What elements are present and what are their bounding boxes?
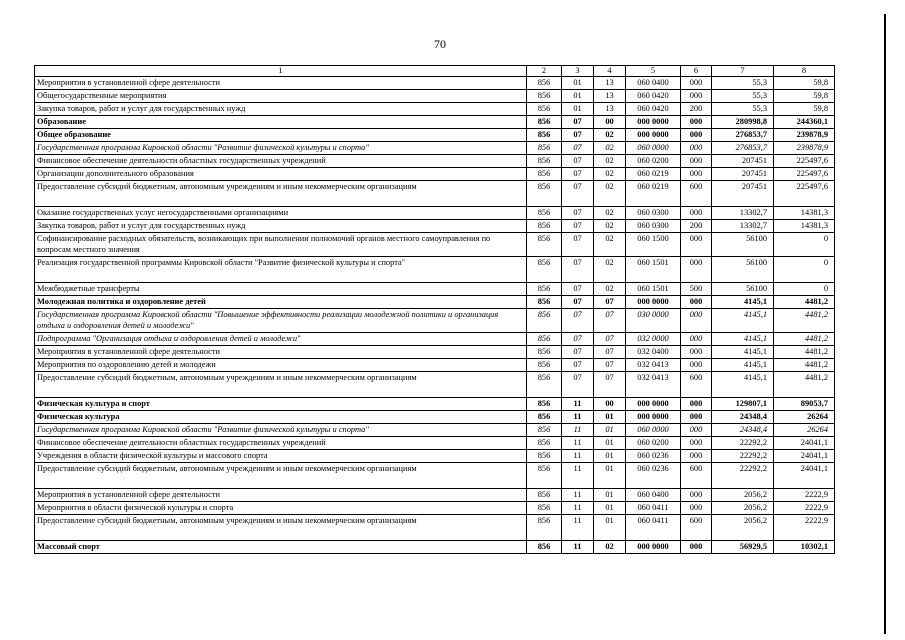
cell-amount-year1: 4145,1 <box>712 359 774 372</box>
table-row <box>35 116 835 129</box>
table-row <box>35 129 835 142</box>
cell-expense-type: 000 <box>681 541 712 554</box>
cell-section: 01 <box>562 77 594 90</box>
cell-name: Финансовое обеспечение деятельности областных государственных учреждений <box>35 155 527 168</box>
cell-name: Мероприятия по оздоровлению детей и молодежи <box>35 359 527 372</box>
cell-subsection: 02 <box>594 181 626 207</box>
cell-target-article: 032 0400 <box>626 346 681 359</box>
cell-target-article: 060 0000 <box>626 424 681 437</box>
cell-target-article: 032 0413 <box>626 359 681 372</box>
cell-section: 07 <box>562 359 594 372</box>
cell-name: Общее образование <box>35 129 527 142</box>
cell-amount-year1: 2056,2 <box>712 489 774 502</box>
cell-amount-year2: 24041,1 <box>774 437 835 450</box>
table-row <box>35 77 835 90</box>
cell-section: 07 <box>562 296 594 309</box>
cell-target-article: 060 1500 <box>626 233 681 257</box>
cell-ministry-code: 856 <box>527 398 562 411</box>
cell-expense-type: 000 <box>681 155 712 168</box>
cell-subsection: 02 <box>594 257 626 283</box>
cell-subsection: 02 <box>594 283 626 296</box>
cell-subsection: 02 <box>594 207 626 220</box>
cell-expense-type: 500 <box>681 283 712 296</box>
cell-subsection: 07 <box>594 296 626 309</box>
cell-target-article: 000 0000 <box>626 116 681 129</box>
cell-subsection: 01 <box>594 463 626 489</box>
cell-subsection: 07 <box>594 333 626 346</box>
cell-ministry-code: 856 <box>527 541 562 554</box>
cell-target-article: 060 0420 <box>626 103 681 116</box>
table-row <box>35 296 835 309</box>
cell-subsection: 02 <box>594 129 626 142</box>
cell-amount-year2: 2222,9 <box>774 515 835 541</box>
cell-expense-type: 000 <box>681 90 712 103</box>
cell-amount-year1: 24348,4 <box>712 424 774 437</box>
cell-amount-year2: 2222,9 <box>774 489 835 502</box>
cell-ministry-code: 856 <box>527 424 562 437</box>
cell-ministry-code: 856 <box>527 309 562 333</box>
cell-expense-type: 200 <box>681 220 712 233</box>
table-row <box>35 233 835 257</box>
cell-amount-year2: 26264 <box>774 411 835 424</box>
cell-subsection: 07 <box>594 309 626 333</box>
cell-section: 07 <box>562 220 594 233</box>
cell-subsection: 13 <box>594 77 626 90</box>
cell-amount-year1: 56100 <box>712 233 774 257</box>
cell-amount-year2: 2222,9 <box>774 502 835 515</box>
cell-name: Софинансирование расходных обязательств, возникающих при выполнении полномочий органов местного самоуправления по вопросам местного значения <box>35 233 527 257</box>
cell-ministry-code: 856 <box>527 411 562 424</box>
cell-expense-type: 000 <box>681 398 712 411</box>
cell-ministry-code: 856 <box>527 90 562 103</box>
cell-ministry-code: 856 <box>527 77 562 90</box>
cell-amount-year2: 225497,6 <box>774 168 835 181</box>
cell-name: Предоставление субсидий бюджетным, автономным учреждениям и иным некоммерческим организациям <box>35 372 527 398</box>
table-row <box>35 220 835 233</box>
table-row <box>35 372 835 398</box>
cell-name: Подпрограмма "Организация отдыха и оздоровления детей и молодежи" <box>35 333 527 346</box>
cell-amount-year1: 56100 <box>712 283 774 296</box>
cell-expense-type: 000 <box>681 450 712 463</box>
cell-name: Физическая культура <box>35 411 527 424</box>
cell-ministry-code: 856 <box>527 346 562 359</box>
cell-target-article: 060 0236 <box>626 463 681 489</box>
header-cell: 7 <box>712 66 774 77</box>
cell-amount-year1: 56929,5 <box>712 541 774 554</box>
cell-name: Общегосударственные мероприятия <box>35 90 527 103</box>
cell-name: Мероприятия в установленной сфере деятельности <box>35 489 527 502</box>
cell-amount-year1: 56100 <box>712 257 774 283</box>
cell-expense-type: 000 <box>681 424 712 437</box>
cell-ministry-code: 856 <box>527 463 562 489</box>
table-row <box>35 450 835 463</box>
cell-name: Реализация государственной программы Кировской области "Развитие физической культуры и спорта" <box>35 257 527 283</box>
cell-expense-type: 000 <box>681 142 712 155</box>
cell-expense-type: 000 <box>681 77 712 90</box>
cell-target-article: 032 0413 <box>626 372 681 398</box>
cell-section: 07 <box>562 155 594 168</box>
table-body <box>35 66 835 554</box>
cell-expense-type: 000 <box>681 168 712 181</box>
cell-name: Закупка товаров, работ и услуг для государственных нужд <box>35 220 527 233</box>
cell-amount-year1: 4145,1 <box>712 309 774 333</box>
cell-amount-year2: 10302,1 <box>774 541 835 554</box>
cell-subsection: 02 <box>594 233 626 257</box>
cell-name: Закупка товаров, работ и услуг для государственных нужд <box>35 103 527 116</box>
page-number: 70 <box>434 37 446 51</box>
cell-amount-year1: 276853,7 <box>712 129 774 142</box>
cell-ministry-code: 856 <box>527 296 562 309</box>
cell-name: Мероприятия в установленной сфере деятельности <box>35 346 527 359</box>
table-row <box>35 155 835 168</box>
cell-target-article: 060 0420 <box>626 90 681 103</box>
cell-section: 11 <box>562 437 594 450</box>
cell-ministry-code: 856 <box>527 372 562 398</box>
table-row <box>35 346 835 359</box>
cell-target-article: 000 0000 <box>626 411 681 424</box>
cell-amount-year2: 26264 <box>774 424 835 437</box>
cell-target-article: 060 0400 <box>626 489 681 502</box>
cell-section: 07 <box>562 129 594 142</box>
cell-name: Мероприятия в области физической культуры и спорта <box>35 502 527 515</box>
cell-subsection: 13 <box>594 90 626 103</box>
cell-amount-year2: 89053,7 <box>774 398 835 411</box>
cell-target-article: 000 0000 <box>626 398 681 411</box>
cell-amount-year2: 24041,1 <box>774 450 835 463</box>
cell-section: 11 <box>562 502 594 515</box>
cell-section: 11 <box>562 450 594 463</box>
cell-ministry-code: 856 <box>527 207 562 220</box>
cell-section: 07 <box>562 116 594 129</box>
header-cell: 6 <box>681 66 712 77</box>
table-row <box>35 103 835 116</box>
cell-amount-year2: 4481,2 <box>774 346 835 359</box>
cell-ministry-code: 856 <box>527 489 562 502</box>
cell-ministry-code: 856 <box>527 283 562 296</box>
cell-section: 11 <box>562 463 594 489</box>
cell-expense-type: 600 <box>681 181 712 207</box>
cell-expense-type: 600 <box>681 372 712 398</box>
cell-target-article: 060 0200 <box>626 155 681 168</box>
cell-amount-year2: 4481,2 <box>774 372 835 398</box>
cell-target-article: 000 0000 <box>626 129 681 142</box>
cell-name: Физическая культура и спорт <box>35 398 527 411</box>
cell-subsection: 02 <box>594 142 626 155</box>
cell-ministry-code: 856 <box>527 450 562 463</box>
cell-subsection: 00 <box>594 398 626 411</box>
cell-subsection: 01 <box>594 411 626 424</box>
cell-target-article: 060 0236 <box>626 450 681 463</box>
cell-name: Учреждения в области физической культуры и массового спорта <box>35 450 527 463</box>
table-row <box>35 489 835 502</box>
header-cell: 5 <box>626 66 681 77</box>
cell-name: Предоставление субсидий бюджетным, автономным учреждениям и иным некоммерческим организациям <box>35 181 527 207</box>
cell-ministry-code: 856 <box>527 129 562 142</box>
cell-name: Организации дополнительного образования <box>35 168 527 181</box>
cell-subsection: 02 <box>594 168 626 181</box>
cell-subsection: 02 <box>594 541 626 554</box>
cell-section: 11 <box>562 515 594 541</box>
cell-ministry-code: 856 <box>527 502 562 515</box>
cell-amount-year2: 24041,1 <box>774 463 835 489</box>
table-row <box>35 207 835 220</box>
cell-section: 11 <box>562 489 594 502</box>
cell-expense-type: 000 <box>681 489 712 502</box>
header-cell: 1 <box>35 66 527 77</box>
cell-section: 11 <box>562 398 594 411</box>
table-row <box>35 90 835 103</box>
cell-ministry-code: 856 <box>527 233 562 257</box>
cell-amount-year1: 13302,7 <box>712 207 774 220</box>
cell-section: 01 <box>562 90 594 103</box>
cell-name: Молодежная политика и оздоровление детей <box>35 296 527 309</box>
cell-target-article: 060 0300 <box>626 220 681 233</box>
table-row <box>35 515 835 541</box>
cell-section: 07 <box>562 168 594 181</box>
cell-target-article: 000 0000 <box>626 296 681 309</box>
cell-target-article: 060 0411 <box>626 515 681 541</box>
cell-subsection: 02 <box>594 220 626 233</box>
header-row <box>35 66 835 77</box>
cell-ministry-code: 856 <box>527 220 562 233</box>
cell-amount-year1: 4145,1 <box>712 333 774 346</box>
cell-amount-year2: 4481,2 <box>774 333 835 346</box>
cell-name: Образование <box>35 116 527 129</box>
table-row <box>35 541 835 554</box>
cell-expense-type: 600 <box>681 463 712 489</box>
cell-amount-year1: 207451 <box>712 168 774 181</box>
cell-amount-year1: 4145,1 <box>712 372 774 398</box>
cell-amount-year1: 55,3 <box>712 103 774 116</box>
header-cell: 2 <box>527 66 562 77</box>
cell-subsection: 01 <box>594 437 626 450</box>
cell-target-article: 060 0300 <box>626 207 681 220</box>
header-cell: 8 <box>774 66 835 77</box>
cell-amount-year2: 239878,9 <box>774 142 835 155</box>
cell-expense-type: 000 <box>681 502 712 515</box>
cell-section: 01 <box>562 103 594 116</box>
cell-ministry-code: 856 <box>527 168 562 181</box>
cell-amount-year1: 280998,8 <box>712 116 774 129</box>
table-row <box>35 181 835 207</box>
cell-amount-year2: 244360,1 <box>774 116 835 129</box>
cell-target-article: 060 0411 <box>626 502 681 515</box>
page-edge-rule <box>884 14 886 634</box>
table-row <box>35 359 835 372</box>
cell-section: 07 <box>562 257 594 283</box>
cell-section: 11 <box>562 424 594 437</box>
cell-subsection: 00 <box>594 116 626 129</box>
cell-expense-type: 000 <box>681 346 712 359</box>
table-row <box>35 424 835 437</box>
cell-section: 07 <box>562 346 594 359</box>
cell-section: 07 <box>562 309 594 333</box>
cell-name: Финансовое обеспечение деятельности областных государственных учреждений <box>35 437 527 450</box>
cell-amount-year1: 24348,4 <box>712 411 774 424</box>
cell-subsection: 02 <box>594 155 626 168</box>
cell-amount-year1: 22292,2 <box>712 437 774 450</box>
cell-expense-type: 000 <box>681 233 712 257</box>
cell-amount-year1: 129807,1 <box>712 398 774 411</box>
cell-expense-type: 000 <box>681 116 712 129</box>
cell-amount-year2: 239878,9 <box>774 129 835 142</box>
table-row <box>35 142 835 155</box>
cell-expense-type: 000 <box>681 296 712 309</box>
cell-ministry-code: 856 <box>527 437 562 450</box>
cell-subsection: 13 <box>594 103 626 116</box>
cell-name: Предоставление субсидий бюджетным, автономным учреждениям и иным некоммерческим организациям <box>35 463 527 489</box>
cell-target-article: 060 0200 <box>626 437 681 450</box>
cell-subsection: 07 <box>594 359 626 372</box>
cell-name: Массовый спорт <box>35 541 527 554</box>
cell-target-article: 032 0000 <box>626 333 681 346</box>
cell-expense-type: 000 <box>681 333 712 346</box>
table-row <box>35 333 835 346</box>
budget-table <box>34 65 835 554</box>
cell-target-article: 060 1501 <box>626 257 681 283</box>
cell-target-article: 060 0000 <box>626 142 681 155</box>
cell-ministry-code: 856 <box>527 333 562 346</box>
cell-ministry-code: 856 <box>527 116 562 129</box>
cell-amount-year2: 4481,2 <box>774 296 835 309</box>
cell-subsection: 01 <box>594 450 626 463</box>
table-row <box>35 398 835 411</box>
cell-target-article: 060 0400 <box>626 77 681 90</box>
cell-amount-year1: 2056,2 <box>712 502 774 515</box>
cell-subsection: 07 <box>594 346 626 359</box>
cell-amount-year1: 207451 <box>712 155 774 168</box>
cell-amount-year2: 14381,3 <box>774 207 835 220</box>
cell-amount-year2: 4481,2 <box>774 359 835 372</box>
cell-expense-type: 000 <box>681 309 712 333</box>
cell-expense-type: 000 <box>681 437 712 450</box>
cell-name: Государственная программа Кировской области "Развитие физической культуры и спорта" <box>35 142 527 155</box>
header-cell: 4 <box>594 66 626 77</box>
cell-section: 07 <box>562 333 594 346</box>
table-row <box>35 502 835 515</box>
cell-section: 11 <box>562 541 594 554</box>
cell-ministry-code: 856 <box>527 142 562 155</box>
cell-subsection: 01 <box>594 515 626 541</box>
cell-amount-year1: 2056,2 <box>712 515 774 541</box>
cell-section: 07 <box>562 233 594 257</box>
header-cell: 3 <box>562 66 594 77</box>
cell-amount-year1: 22292,2 <box>712 450 774 463</box>
cell-amount-year1: 4145,1 <box>712 296 774 309</box>
cell-name: Государственная программа Кировской области "Развитие физической культуры и спорта" <box>35 424 527 437</box>
cell-amount-year2: 225497,6 <box>774 155 835 168</box>
cell-amount-year2: 14381,3 <box>774 220 835 233</box>
cell-subsection: 01 <box>594 502 626 515</box>
cell-amount-year1: 276853,7 <box>712 142 774 155</box>
cell-amount-year2: 0 <box>774 257 835 283</box>
table-row <box>35 309 835 333</box>
cell-name: Оказание государственных услуг негосударственными организациями <box>35 207 527 220</box>
cell-ministry-code: 856 <box>527 181 562 207</box>
cell-expense-type: 200 <box>681 103 712 116</box>
cell-amount-year2: 4481,2 <box>774 309 835 333</box>
cell-name: Межбюджетные трансферты <box>35 283 527 296</box>
cell-amount-year2: 59,8 <box>774 90 835 103</box>
table-row <box>35 283 835 296</box>
cell-amount-year1: 22292,2 <box>712 463 774 489</box>
cell-section: 07 <box>562 181 594 207</box>
table-row <box>35 168 835 181</box>
cell-expense-type: 000 <box>681 257 712 283</box>
cell-section: 07 <box>562 142 594 155</box>
cell-expense-type: 600 <box>681 515 712 541</box>
table-row <box>35 257 835 283</box>
cell-target-article: 030 0000 <box>626 309 681 333</box>
cell-target-article: 060 0219 <box>626 168 681 181</box>
cell-ministry-code: 856 <box>527 103 562 116</box>
cell-amount-year1: 13302,7 <box>712 220 774 233</box>
cell-expense-type: 000 <box>681 359 712 372</box>
cell-section: 07 <box>562 372 594 398</box>
cell-target-article: 060 1501 <box>626 283 681 296</box>
cell-expense-type: 000 <box>681 207 712 220</box>
cell-name: Предоставление субсидий бюджетным, автономным учреждениям и иным некоммерческим организациям <box>35 515 527 541</box>
cell-name: Государственная программа Кировской области "Повышение эффективности реализации молодежной политики и организация отдыха и оздоровления детей и молодежи" <box>35 309 527 333</box>
cell-ministry-code: 856 <box>527 359 562 372</box>
table-row <box>35 463 835 489</box>
cell-name: Мероприятия в установленной сфере деятельности <box>35 77 527 90</box>
cell-section: 11 <box>562 411 594 424</box>
cell-amount-year2: 0 <box>774 283 835 296</box>
cell-subsection: 01 <box>594 424 626 437</box>
cell-expense-type: 000 <box>681 129 712 142</box>
cell-amount-year2: 59,8 <box>774 103 835 116</box>
cell-subsection: 01 <box>594 489 626 502</box>
cell-amount-year1: 55,3 <box>712 77 774 90</box>
cell-ministry-code: 856 <box>527 515 562 541</box>
cell-amount-year1: 207451 <box>712 181 774 207</box>
table-row <box>35 437 835 450</box>
cell-target-article: 060 0219 <box>626 181 681 207</box>
cell-subsection: 07 <box>594 372 626 398</box>
cell-amount-year2: 225497,6 <box>774 181 835 207</box>
cell-expense-type: 000 <box>681 411 712 424</box>
cell-section: 07 <box>562 283 594 296</box>
cell-amount-year1: 4145,1 <box>712 346 774 359</box>
cell-ministry-code: 856 <box>527 155 562 168</box>
cell-amount-year2: 0 <box>774 233 835 257</box>
cell-amount-year2: 59,8 <box>774 77 835 90</box>
cell-section: 07 <box>562 207 594 220</box>
table-row <box>35 411 835 424</box>
cell-ministry-code: 856 <box>527 257 562 283</box>
cell-target-article: 000 0000 <box>626 541 681 554</box>
cell-amount-year1: 55,3 <box>712 90 774 103</box>
